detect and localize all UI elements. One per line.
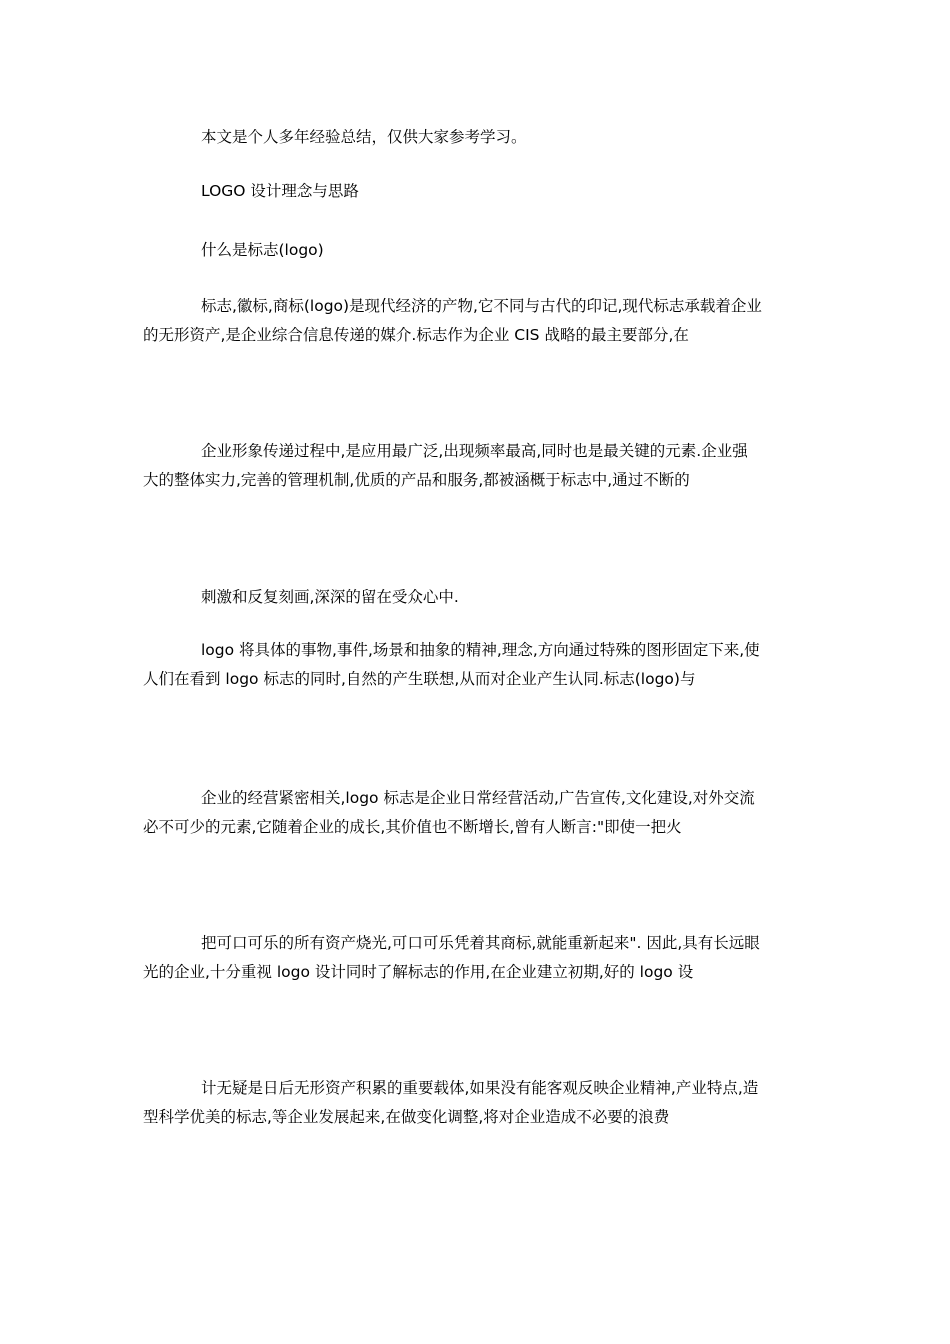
text-line: 计无疑是日后无形资产积累的重要载体,如果没有能客观反映企业精神,产业特点,造 [201, 1079, 759, 1097]
section-heading [143, 236, 823, 265]
text-line: 光的企业,十分重视 logo 设计同时了解标志的作用,在企业建立初期,好的 logo 设 [143, 963, 694, 981]
body-paragraph [143, 1074, 823, 1132]
text-line: 本文是个人多年经验总结，仅供大家参考学习。 [201, 128, 527, 146]
text-line: 刺激和反复刻画,深深的留在受众心中. [201, 588, 459, 606]
body-paragraph [143, 292, 823, 350]
body-paragraph [143, 784, 823, 842]
document-title [143, 177, 823, 206]
body-paragraph [143, 929, 823, 987]
text-line: 人们在看到 logo 标志的同时,自然的产生联想,从而对企业产生认同.标志(logo)与 [143, 670, 696, 688]
text-line: 型科学优美的标志,等企业发展起来,在做变化调整,将对企业造成不必要的浪费 [143, 1108, 670, 1126]
text-line: 标志,徽标,商标(logo)是现代经济的产物,它不同与古代的印记,现代标志承载着企业 [201, 297, 762, 315]
text-line: 必不可少的元素,它随着企业的成长,其价值也不断增长,曾有人断言:"即使一把火 [143, 818, 682, 836]
body-paragraph [143, 636, 823, 694]
text-line: logo 将具体的事物,事件,场景和抽象的精神,理念,方向通过特殊的图形固定下来,使 [201, 641, 760, 659]
text-line: 什么是标志(logo) [201, 241, 324, 259]
text-line: 企业的经营紧密相关,logo 标志是企业日常经营活动,广告宣传,文化建设,对外交流 [201, 789, 755, 807]
text-line: 的无形资产,是企业综合信息传递的媒介.标志作为企业 CIS 战略的最主要部分,在 [143, 326, 689, 344]
body-paragraph [143, 583, 823, 612]
text-line: 企业形象传递过程中,是应用最广泛,出现频率最高,同时也是最关键的元素.企业强 [201, 442, 748, 460]
text-line: 把可口可乐的所有资产烧光,可口可乐凭着其商标,就能重新起来". 因此,具有长远眼 [201, 934, 760, 952]
body-paragraph [143, 437, 823, 495]
text-line: LOGO 设计理念与思路 [201, 182, 359, 200]
intro-note [143, 123, 823, 152]
text-line: 大的整体实力,完善的管理机制,优质的产品和服务,都被涵概于标志中,通过不断的 [143, 471, 690, 489]
